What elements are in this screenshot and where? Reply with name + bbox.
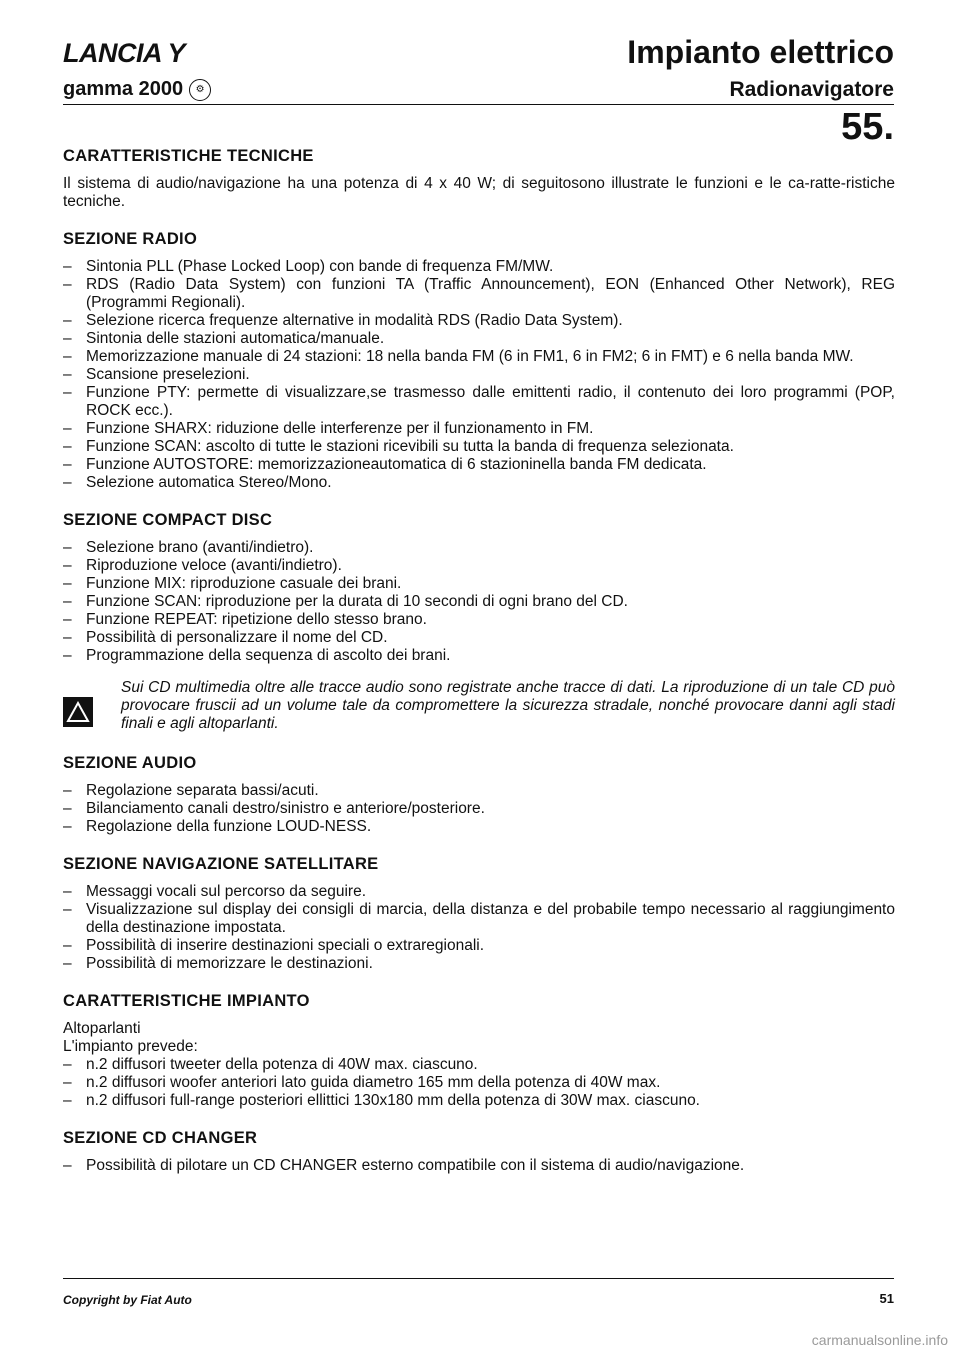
- list-item: – n.2 diffusori woofer anteriori lato guida diametro 165 mm della potenza di 40W max.: [63, 1074, 895, 1092]
- section-title: Impianto elettrico: [627, 34, 894, 70]
- impianto-intro: [63, 1020, 895, 1056]
- list-item: – Messaggi vocali sul percorso da seguire.: [63, 883, 895, 901]
- heading-sezione-cd-changer: SEZIONE CD CHANGER: [63, 1129, 258, 1147]
- range-subtitle: [63, 78, 211, 101]
- list-item: – Riproduzione veloce (avanti/indietro).: [63, 557, 895, 575]
- list-item: – Possibilità di memorizzare le destinazioni.: [63, 955, 895, 973]
- radio-list: [63, 258, 895, 492]
- footer-divider: [63, 1278, 894, 1279]
- cd-changer-list: [63, 1157, 895, 1175]
- heading-caratteristiche-tecniche: CARATTERISTICHE TECNICHE: [63, 147, 314, 165]
- range-label: gamma 2000: [63, 78, 184, 100]
- list-item: – Funzione SCAN: riproduzione per la durata di 10 secondi di ogni brano del CD.: [63, 593, 895, 611]
- warning-note: [63, 679, 895, 733]
- copyright-text: Copyright by Fiat Auto: [63, 1293, 192, 1307]
- intro-paragraph: Il sistema di audio/navigazione ha una potenza di 4 x 40 W; di seguitosono illustrate le funzioni e le ca-ratte-ristiche tecniche.: [63, 175, 895, 210]
- subsection-title: Radionavigatore: [729, 78, 894, 101]
- warning-text: Sui CD multimedia oltre alle tracce audio sono registrate anche tracce di dati. La riproduzione di un tale CD può provocare fruscii ad un volume tale da compromettere la sicurezza stradale, nonché provocare danni agli stadi finali e agli altoparlanti.: [121, 679, 895, 732]
- list-item: – Funzione AUTOSTORE: memorizzazioneautomatica di 6 stazioninella banda FM dedicata.: [63, 456, 895, 474]
- list-item: – Funzione REPEAT: ripetizione dello stesso brano.: [63, 611, 895, 629]
- page-number: 51: [879, 1291, 894, 1306]
- impianto-line: L'impianto prevede:: [63, 1038, 198, 1055]
- list-item: – RDS (Radio Data System) con funzioni TA (Traffic Announcement), EON (Enhanced Other Network), REG (Programmi Regionali).: [63, 276, 895, 312]
- list-item: – Sintonia delle stazioni automatica/manuale.: [63, 330, 895, 348]
- compact-disc-list: [63, 539, 895, 665]
- heading-caratteristiche-impianto: CARATTERISTICHE IMPIANTO: [63, 992, 310, 1010]
- heading-sezione-audio: SEZIONE AUDIO: [63, 754, 197, 772]
- audio-list: [63, 782, 895, 836]
- list-item: – Selezione brano (avanti/indietro).: [63, 539, 895, 557]
- list-item: – Programmazione della sequenza di ascolto dei brani.: [63, 647, 895, 665]
- impianto-line: Altoparlanti: [63, 1020, 141, 1037]
- list-item: – Sintonia PLL (Phase Locked Loop) con bande di frequenza FM/MW.: [63, 258, 895, 276]
- list-item: – Regolazione della funzione LOUD-NESS.: [63, 818, 895, 836]
- list-item: – Selezione automatica Stereo/Mono.: [63, 474, 895, 492]
- brand-title: LANCIA Y: [63, 38, 186, 68]
- list-item: – Possibilità di inserire destinazioni speciali o extraregionali.: [63, 937, 895, 955]
- list-item: – Possibilità di personalizzare il nome del CD.: [63, 629, 895, 647]
- warning-triangle-icon: [63, 697, 93, 727]
- navigazione-list: [63, 883, 895, 973]
- header-divider: [63, 104, 894, 105]
- heading-sezione-navigazione: SEZIONE NAVIGAZIONE SATELLITARE: [63, 855, 379, 873]
- list-item: – Scansione preselezioni.: [63, 366, 895, 384]
- page-content: [63, 147, 895, 1194]
- list-item: – Funzione SHARX: riduzione delle interferenze per il funzionamento in FM.: [63, 420, 895, 438]
- list-item: – Bilanciamento canali destro/sinistro e anteriore/posteriore.: [63, 800, 895, 818]
- list-item: – Memorizzazione manuale di 24 stazioni: 18 nella banda FM (6 in FM1, 6 in FM2; 6 in FMT) e 6 nella banda MW.: [63, 348, 895, 366]
- list-item: – Selezione ricerca frequenze alternative in modalità RDS (Radio Data System).: [63, 312, 895, 330]
- list-item: – Funzione SCAN: ascolto di tutte le stazioni ricevibili su tutta la banda di frequenza selezionata.: [63, 438, 895, 456]
- list-item: – n.2 diffusori tweeter della potenza di 40W max. ciascuno.: [63, 1056, 895, 1074]
- list-item: – Funzione PTY: permette di visualizzare,se trasmesso dalle emittenti radio, il contenuto dei loro programmi (POP, ROCK ecc.).: [63, 384, 895, 420]
- gear-icon: ⚙: [189, 79, 211, 101]
- section-number: 55.: [841, 106, 894, 148]
- impianto-list: [63, 1056, 895, 1110]
- list-item: – n.2 diffusori full-range posteriori ellittici 130x180 mm della potenza di 30W max. ciascuno.: [63, 1092, 895, 1110]
- heading-sezione-compact-disc: SEZIONE COMPACT DISC: [63, 511, 273, 529]
- list-item: – Funzione MIX: riproduzione casuale dei brani.: [63, 575, 895, 593]
- list-item: – Possibilità di pilotare un CD CHANGER esterno compatibile con il sistema di audio/navigazione.: [63, 1157, 895, 1175]
- heading-sezione-radio: SEZIONE RADIO: [63, 230, 198, 248]
- list-item: – Regolazione separata bassi/acuti.: [63, 782, 895, 800]
- list-item: – Visualizzazione sul display dei consigli di marcia, della distanza e del probabile tempo necessario al raggiungimento della destinazione impostata.: [63, 901, 895, 937]
- watermark-text: carmanualsonline.info: [811, 1332, 948, 1348]
